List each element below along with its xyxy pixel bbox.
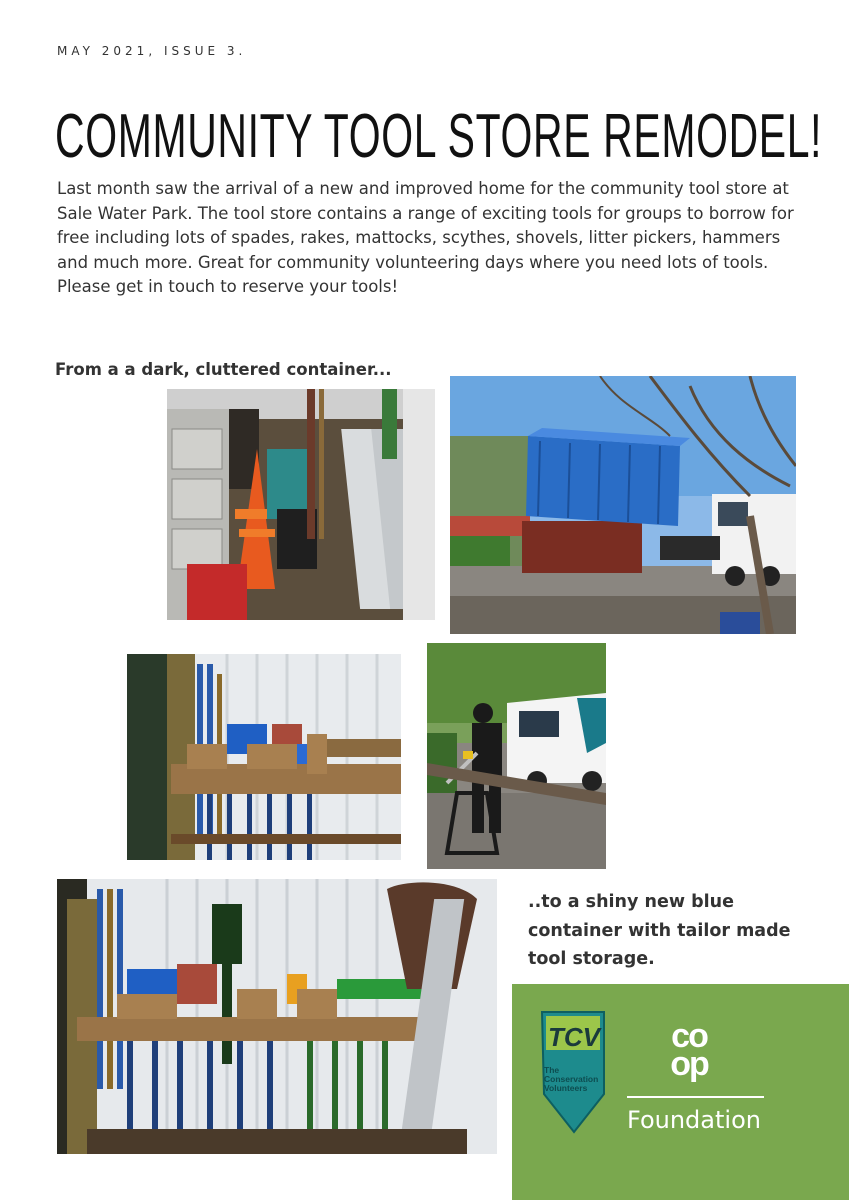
old-container-interior-photo (167, 389, 435, 620)
caption-before: From a a dark, cluttered container... (55, 360, 392, 379)
tcv-line-2: Conservation (544, 1074, 599, 1084)
caption-after: ..to a shiny new blue container with tailor made tool storage. (528, 892, 791, 969)
tcv-logo (538, 1010, 608, 1134)
tcv-short-text: TCV (548, 1022, 600, 1052)
partner-logos-panel (512, 984, 849, 1200)
volunteer-sawing-photo (427, 643, 606, 869)
coop-logo (662, 1017, 716, 1084)
finished-tool-storage-photo (57, 879, 497, 1154)
coop-top-text: co (671, 1017, 707, 1055)
coop-foundation-text: Foundation (627, 1106, 761, 1134)
tcv-line-1: The (544, 1065, 560, 1075)
coop-bottom-text: op (670, 1045, 708, 1083)
intro-paragraph: Last month saw the arrival of a new and improved home for the community tool store at Sale Water Park. The tool store contains a range of exciting tools for groups to borrow for free including lots of spades, rakes, mattocks, scythes, shovels, litter pickers, hammers and much more. Great for community volunteering days where you need lots of tools. Please get in touch to reserve your tools! (57, 179, 794, 296)
issue-date: MAY 2021, ISSUE 3. (57, 44, 247, 58)
blue-container-delivery-photo (450, 376, 796, 634)
coop-divider (627, 1096, 764, 1098)
tcv-line-3: Volunteers (544, 1083, 588, 1093)
page-title: COMMUNITY TOOL STORE REMODEL! (55, 102, 823, 171)
tool-rack-photo (127, 654, 401, 860)
